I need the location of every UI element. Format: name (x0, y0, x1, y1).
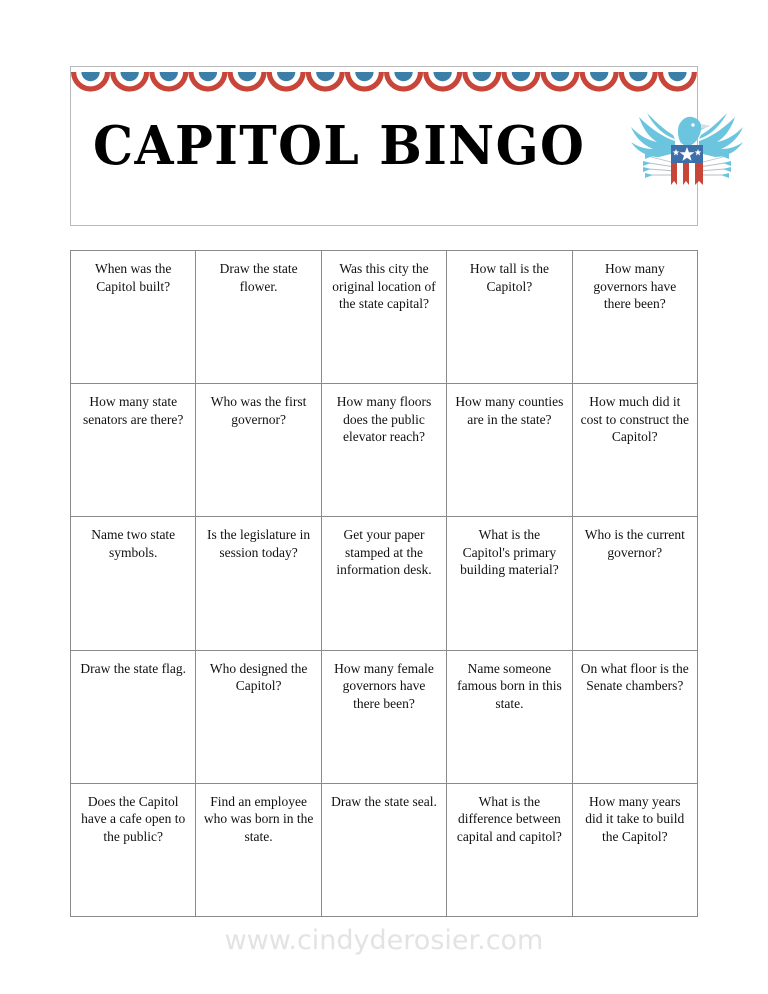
bingo-cell[interactable]: Does the Capitol have a cafe open to the public? (71, 784, 196, 917)
page-title: CAPITOL BINGO (93, 114, 586, 177)
bingo-cell[interactable]: Who is the current governor? (573, 517, 698, 650)
bingo-cell[interactable]: How many floors does the public elevator reach? (322, 384, 447, 517)
bingo-cell[interactable]: Draw the state flower. (196, 251, 321, 384)
bingo-cell[interactable]: How many governors have there been? (573, 251, 698, 384)
bingo-cell[interactable]: Draw the state flag. (71, 651, 196, 784)
eagle-emblem (627, 107, 747, 197)
bingo-cell[interactable]: What is the difference between capital and capitol? (447, 784, 572, 917)
bingo-cell[interactable]: Who designed the Capitol? (196, 651, 321, 784)
bingo-cell[interactable]: How much did it cost to construct the Capitol? (573, 384, 698, 517)
bingo-cell[interactable]: What is the Capitol's primary building material? (447, 517, 572, 650)
bingo-cell[interactable]: Was this city the original location of the state capital? (322, 251, 447, 384)
bingo-cell[interactable]: How many state senators are there? (71, 384, 196, 517)
bingo-cell[interactable]: Is the legislature in session today? (196, 517, 321, 650)
bingo-cell[interactable]: When was the Capitol built? (71, 251, 196, 384)
bingo-cell[interactable]: How many counties are in the state? (447, 384, 572, 517)
bingo-cell[interactable]: Draw the state seal. (322, 784, 447, 917)
site-watermark: www.cindyderosier.com (224, 925, 544, 956)
header-panel (70, 66, 698, 226)
bingo-grid (70, 250, 698, 917)
bingo-cell[interactable]: How many female governors have there been? (322, 651, 447, 784)
bunting-decoration (71, 67, 697, 101)
bingo-cell[interactable]: Who was the first governor? (196, 384, 321, 517)
bingo-cell[interactable]: How many years did it take to build the Capitol? (573, 784, 698, 917)
bingo-cell[interactable]: Find an employee who was born in the state. (196, 784, 321, 917)
bingo-cell[interactable]: Name someone famous born in this state. (447, 651, 572, 784)
bingo-cell[interactable]: Name two state symbols. (71, 517, 196, 650)
bingo-cell[interactable]: On what floor is the Senate chambers? (573, 651, 698, 784)
bingo-cell[interactable]: How tall is the Capitol? (447, 251, 572, 384)
bingo-cell[interactable]: Get your paper stamped at the information desk. (322, 517, 447, 650)
title-row (71, 105, 697, 187)
